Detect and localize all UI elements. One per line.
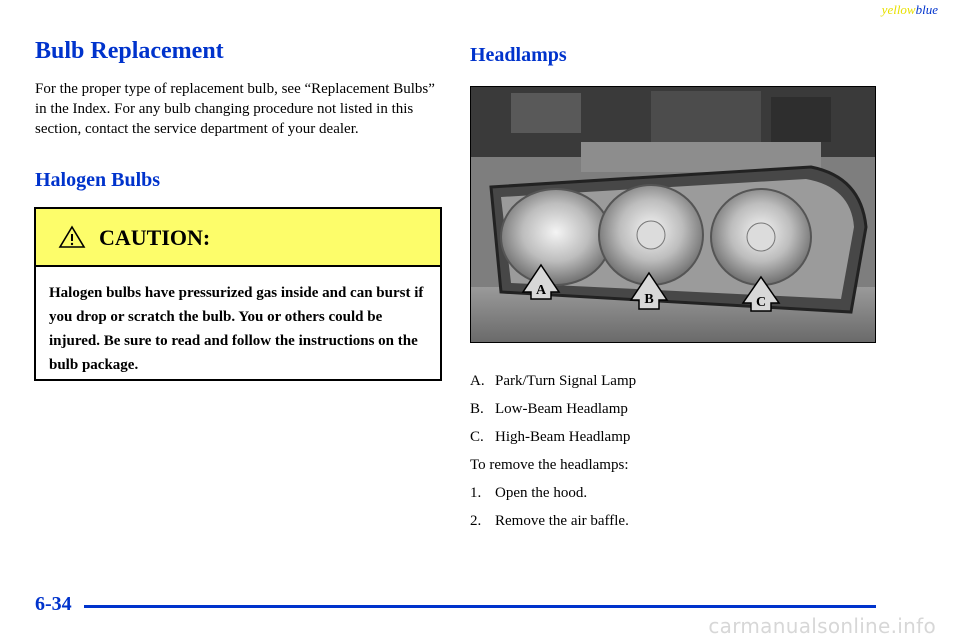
corner-word-blue: blue [915, 2, 938, 17]
section-title-headlamps: Headlamps [470, 44, 567, 66]
watermark-text: carmanualsonline.info [708, 614, 936, 638]
section-title-halogen: Halogen Bulbs [35, 169, 161, 191]
page-number: 6-34 [35, 593, 72, 615]
photo-label-b: B [644, 292, 654, 307]
legend-item-c: C. High-Beam Headlamp [470, 429, 631, 445]
legend-item-a: A. Park/Turn Signal Lamp [470, 373, 637, 389]
step-1: 1. Open the hood. [470, 485, 588, 501]
caution-box [34, 207, 442, 381]
lens-park-turn [501, 189, 611, 285]
page-title: Bulb Replacement [35, 38, 224, 64]
corner-label [882, 2, 938, 18]
caution-text: Halogen bulbs have pressurized gas inside and can burst if you drop or scratch the bulb. You or others could be injured. Be sure to read and follow the instructions on the bulb package. [49, 285, 424, 373]
step-2: 2. Remove the air baffle. [470, 513, 629, 529]
headlamp-photo [470, 86, 876, 343]
caution-header [36, 209, 440, 267]
caution-title: CAUTION: [99, 225, 211, 250]
footer-rule [84, 605, 876, 608]
corner-word-yellow: yellow [881, 2, 916, 17]
legend-item-b: B. Low-Beam Headlamp [470, 401, 628, 417]
steps-intro: To remove the headlamps: [470, 457, 629, 473]
photo-label-a: A [535, 283, 547, 298]
headlamp-legend [470, 370, 890, 538]
warning-triangle-icon [58, 225, 86, 249]
intro-paragraph: For the proper type of replacement bulb, see “Replacement Bulbs” in the Index. For any bulb changing procedure not listed in this section, contact the service department of your dealer. [35, 81, 435, 137]
photo-label-c: C [755, 295, 767, 310]
